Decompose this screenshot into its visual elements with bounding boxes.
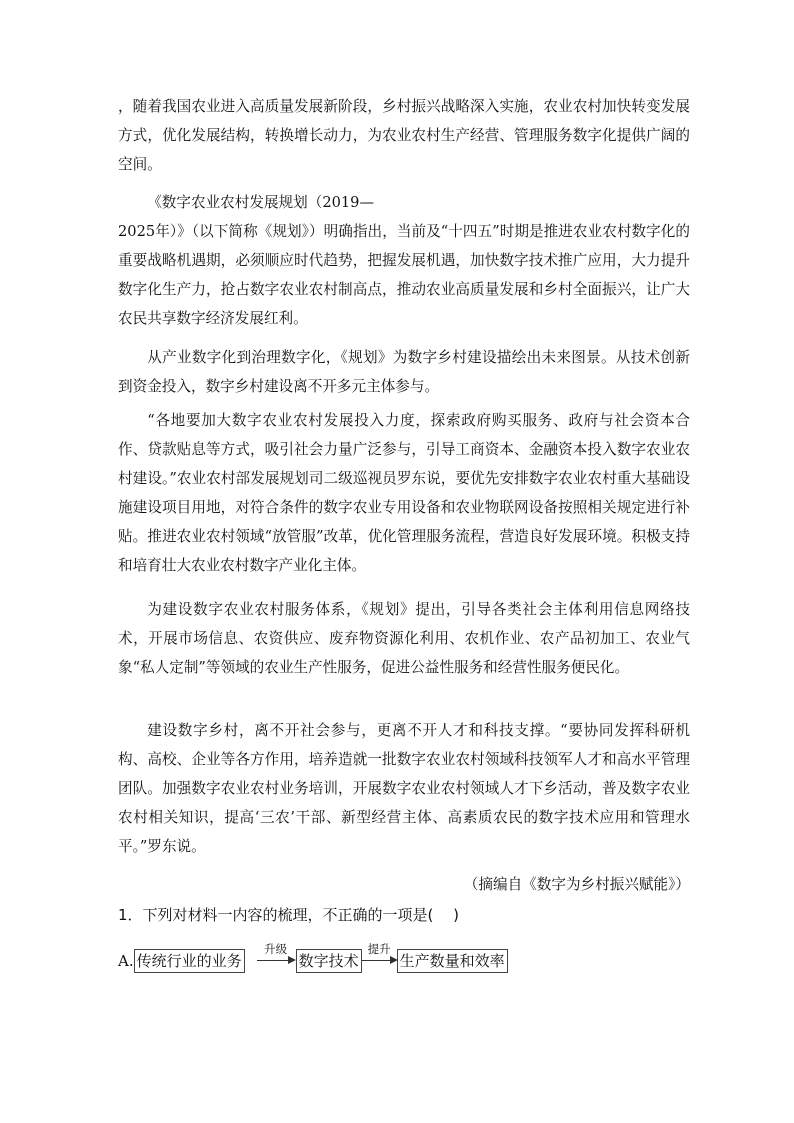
flow-box-2-text: 数字技术 xyxy=(298,952,359,970)
paragraph-3: 从产业数字化到治理数字化，《规划》为数字乡村建设描绘出未来图景。从技术创新到资金投入，数字乡村建设离不开多元主体参与。 xyxy=(118,349,690,395)
paragraph-5: 为建设数字农业农村服务体系，《规划》提出，引导各类社会主体利用信息网络技术，开展市场信息、农资供应、废弃物资源化利用、农机作业、农产品初加工、农业气象“私人定制”等领域的农业生产性服务，促进公益性服务和经营性服务便民化。 xyxy=(118,601,690,676)
flow-box-1 xyxy=(134,949,245,973)
arrow-head-icon xyxy=(288,956,296,964)
option-a[interactable] xyxy=(118,943,518,977)
option-a-label: A. xyxy=(118,952,134,970)
flow-box-3 xyxy=(397,949,508,973)
flow-box-1-text: 传统行业的业务 xyxy=(136,952,242,970)
flow-arrow-2-label: 提升 xyxy=(367,942,391,956)
flow-box-2 xyxy=(296,949,362,973)
paragraph-4: “各地要加大数字农业农村发展投入力度，探索政府购买服务、政府与社会资本合作、贷款贴息等方式，吸引社会力量广泛参与，引导工商资本、金融资本投入数字农业农村建设。”农业农村部发展规划司二级巡视员罗东说，要优先安排数字农业农村重大基础设施建设项目用地，对符合条件的数字农业专用设备和农业物联网设备按照相关规定进行补贴。推进农业农村领域“放管服”改革，优化管理服务流程，营造良好发展环境。积极支持和培育壮大农业农村数字产业化主体。 xyxy=(118,412,690,574)
flow-arrow-1-label: 升级 xyxy=(264,942,288,956)
arrow-line xyxy=(362,960,391,961)
paragraph-2-first-line: 《数字农业农村发展规划（2019— xyxy=(147,194,375,211)
paragraph-2: 2025年）》（以下简称《规划》）明确指出，当前及“十四五”时期是推进农业农村数字化的重要战略机遇期，必须顺应时代趋势，把握发展机遇，加快数字技术推广应用，大力提升数字化生产力，抢占数字农业农村制高点，推动农业高质量发展和乡村全面振兴，让广大农民共享数字经济发展红利。 xyxy=(118,223,690,327)
question-stem: 1．下列对材料一内容的梳理，不正确的一项是( ) xyxy=(118,906,460,924)
paragraph-6: 建设数字乡村，离不开社会参与，更离不开人才和科技支撑。“要协同发挥科研机构、高校、企业等各方作用，培养造就一批数字农业农村领域科技领军人才和高水平管理团队。加强数字农业农村业务培训，开展数字农业农村领域人才下乡活动，普及数字农业农村相关知识，提高‘三农’干部、新型经营主体、高素质农民的数字技术应用和管理水平。”罗东说。 xyxy=(118,722,690,855)
arrow-line xyxy=(257,960,289,961)
source-citation: （摘编自《数字为乡村振兴赋能》） xyxy=(463,876,690,893)
flow-box-3-text: 生产数量和效率 xyxy=(399,952,505,970)
paragraph-1: ，随着我国农业进入高质量发展新阶段，乡村振兴战略深入实施，农业农村加快转变发展方式，优化发展结构，转换增长动力，为农业农村生产经营、管理服务数字化提供广阔的空间。 xyxy=(118,98,690,173)
